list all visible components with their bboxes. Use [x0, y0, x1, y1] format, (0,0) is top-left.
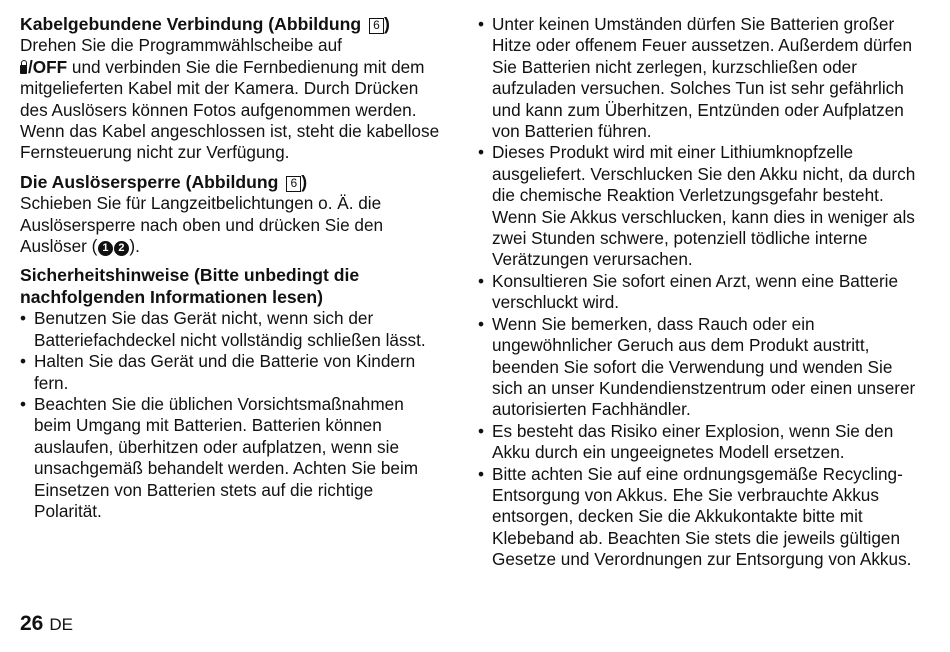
step-badge-2: 2 [114, 241, 129, 256]
right-column [478, 14, 918, 571]
language-code: DE [49, 615, 73, 634]
mode-label: /OFF [20, 57, 67, 77]
section-title-wired-connection: Kabelgebundene Verbindung (Abbildung 6 ) [20, 14, 390, 34]
safety-list-right [478, 14, 918, 571]
step-badge-1: 1 [98, 241, 113, 256]
list-item: • Halten Sie das Gerät und die Batterie von Kindern fern. [20, 351, 440, 394]
section-title-shutter-lock: Die Auslösersperre (Abbildung 6 ) [20, 171, 308, 192]
figure-ref-box: 6 [369, 18, 384, 34]
list-item: • Dieses Produkt wird mit einer Lithiumknopfzelle ausgeliefert. Verschlucken Sie den Akku nicht, da durch die chemische Reaktion Verletzungsgefahr besteht. Wenn Sie Akkus verschlucken, kann dies in weniger als zwei Stunden schwere, potenziell tödliche interne Verätzungen verursachen. [478, 142, 918, 270]
lock-icon [20, 60, 27, 74]
list-item: • Bitte achten Sie auf eine ordnungsgemäße Recycling-Entsorgung von Akkus. Ehe Sie verbrauchte Akkus entsorgen, decken Sie die Akkukontakte bitte mit Klebeband ab. Beachten Sie stets die jeweils gültigen Gesetze und Verordnungen zur Entsorgung von Akkus. [478, 464, 918, 571]
page-footer [20, 612, 73, 637]
paragraph-wired-connection: Drehen Sie die Programmwählscheibe auf /OFF und verbinden Sie die Fernbedienung mit dem mitgelieferten Kabel mit der Kamera. Durch Drücken des Auslösers können Fotos aufgenommen werden. Wenn das Kabel angeschlossen ist, steht die kabellose Fernsteuerung nicht zur Verfügung. [20, 35, 440, 163]
list-item: • Beachten Sie die üblichen Vorsichtsmaßnahmen beim Umgang mit Batterien. Batterien können auslaufen, überhitzen oder aufplatzen, wenn sie unsachgemäß behandelt werden. Achten Sie beim Einsetzen von Batterien stets auf die richtige Polarität. [20, 394, 440, 522]
list-item: • Unter keinen Umständen dürfen Sie Batterien großer Hitze oder offenem Feuer aussetzen. Außerdem dürfen Sie Batterien nicht zerlegen, kurzschließen oder aufzuladen versuchen. Solches Tun ist sehr gefährlich und kann zum Überhitzen, Entzünden oder Aufplatzen von Batterien führen. [478, 14, 918, 142]
safety-list-left [20, 308, 440, 522]
paragraph-shutter-lock: Schieben Sie für Langzeitbelichtungen o. Ä. die Auslösersperre nach oben und drücken Sie den Auslöser ( 1 2 ). [20, 193, 384, 257]
list-item: • Benutzen Sie das Gerät nicht, wenn sich der Batteriefachdeckel nicht vollständig schließen lässt. [20, 308, 440, 351]
section-title-safety: Sicherheitshinweise (Bitte unbedingt die nachfolgenden Informationen lesen) [20, 265, 360, 307]
page-number: 26 [20, 612, 44, 635]
left-column [20, 14, 440, 530]
list-item: • Es besteht das Risiko einer Explosion, wenn Sie den Akku durch ein ungeeignetes Modell ersetzen. [478, 421, 918, 464]
section-wired-connection [20, 14, 440, 164]
figure-ref-box: 6 [286, 176, 301, 192]
section-shutter-lock [20, 172, 440, 258]
section-safety [20, 265, 440, 522]
list-item: • Konsultieren Sie sofort einen Arzt, wenn eine Batterie verschluckt wird. [478, 271, 918, 314]
list-item: • Wenn Sie bemerken, dass Rauch oder ein ungewöhnlicher Geruch aus dem Produkt austritt, beenden Sie sofort die Verwendung und wenden Sie sich an unser Kundendienstzentrum oder einen unserer autorisierten Fachhändler. [478, 314, 918, 421]
